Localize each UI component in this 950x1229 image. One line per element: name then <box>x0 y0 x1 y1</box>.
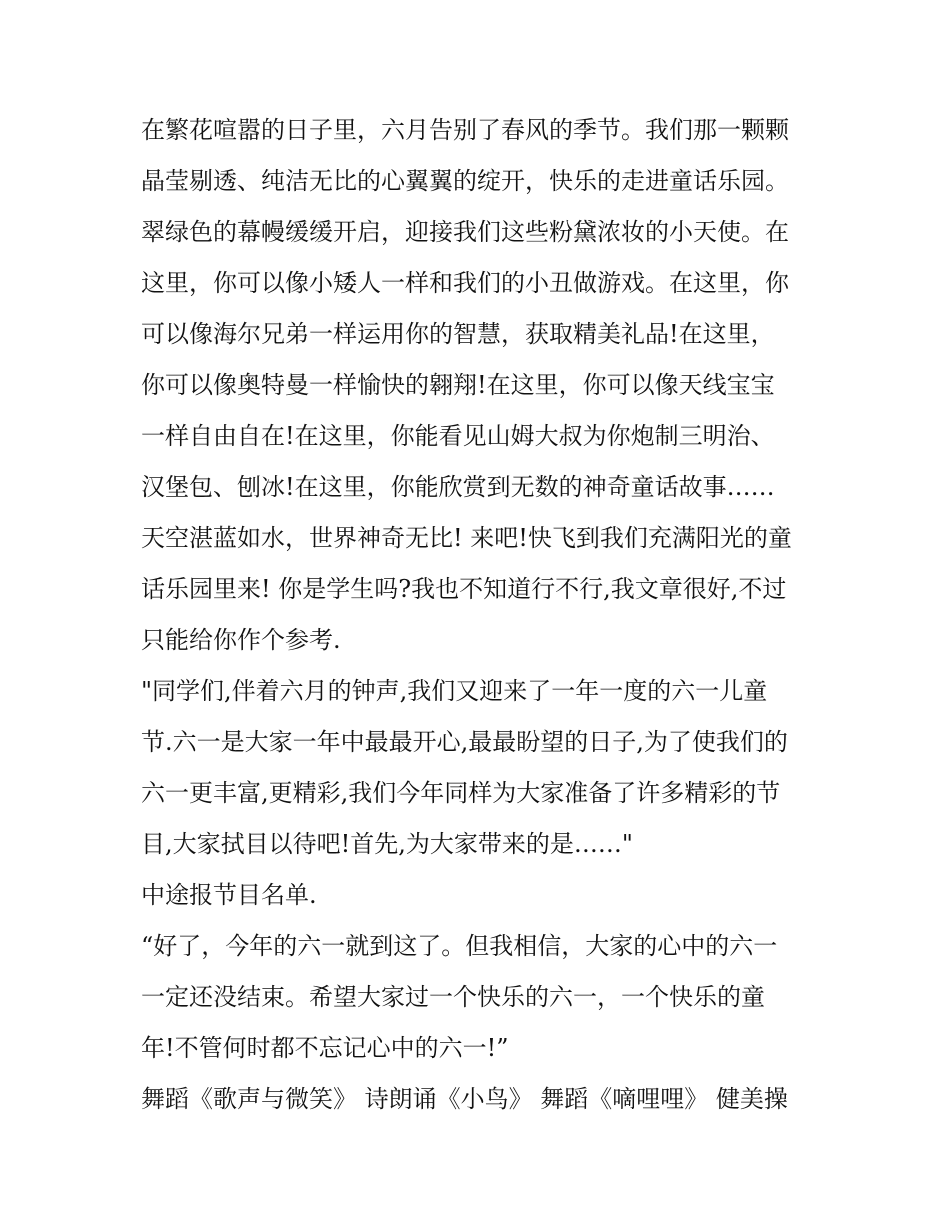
text-line: 话乐园里来! 你是学生吗?我也不知道行不行,我文章很好,不过 <box>141 575 787 603</box>
text-line: 在繁花喧嚣的日子里，六月告别了春风的季节。我们那一颗颗 <box>141 116 789 144</box>
text-line: 舞蹈《歌声与微笑》 诗朗诵《小鸟》 舞蹈《嘀哩哩》 健美操 <box>141 1085 788 1113</box>
text-line: 汉堡包、刨冰!在这里，你能欣赏到无数的神奇童话故事…… <box>141 473 775 501</box>
text-line: 你可以像奥特曼一样愉快的翱翔!在这里，你可以像天线宝宝 <box>141 371 775 399</box>
text-line: 节.六一是大家一年中最最开心,最最盼望的日子,为了使我们的 <box>141 728 788 756</box>
text-line: "同学们,伴着六月的钟声,我们又迎来了一年一度的六一儿童 <box>141 677 768 705</box>
text-line: 六一更丰富,更精彩,我们今年同样为大家准备了许多精彩的节 <box>141 779 781 807</box>
text-line: 这里，你可以像小矮人一样和我们的小丑做游戏。在这里，你 <box>141 269 789 297</box>
text-line: 翠绿色的幕幔缓缓开启，迎接我们这些粉黛浓妆的小天使。在 <box>141 218 789 246</box>
text-line: 中途报节目名单. <box>141 881 317 909</box>
text-line: 只能给你作个参考. <box>141 626 341 654</box>
text-line: 一定还没结束。希望大家过一个快乐的六一，一个快乐的童 <box>141 983 765 1011</box>
text-line: 天空湛蓝如水，世界神奇无比! 来吧!快飞到我们充满阳光的童 <box>141 524 792 552</box>
text-line: 晶莹剔透、纯洁无比的心翼翼的绽开，快乐的走进童话乐园。 <box>141 167 789 195</box>
document-body <box>141 105 813 1125</box>
text-line: 一样自由自在!在这里，你能看见山姆大叔为你炮制三明治、 <box>141 422 775 450</box>
text-line: “好了，今年的六一就到这了。但我相信，大家的心中的六一 <box>141 932 778 960</box>
text-line: 年!不管何时都不忘记心中的六一!” <box>141 1034 509 1062</box>
text-line: 可以像海尔兄弟一样运用你的智慧，获取精美礼品!在这里， <box>141 320 775 348</box>
text-line: 目,大家拭目以待吧!首先,为大家带来的是……" <box>141 830 633 858</box>
